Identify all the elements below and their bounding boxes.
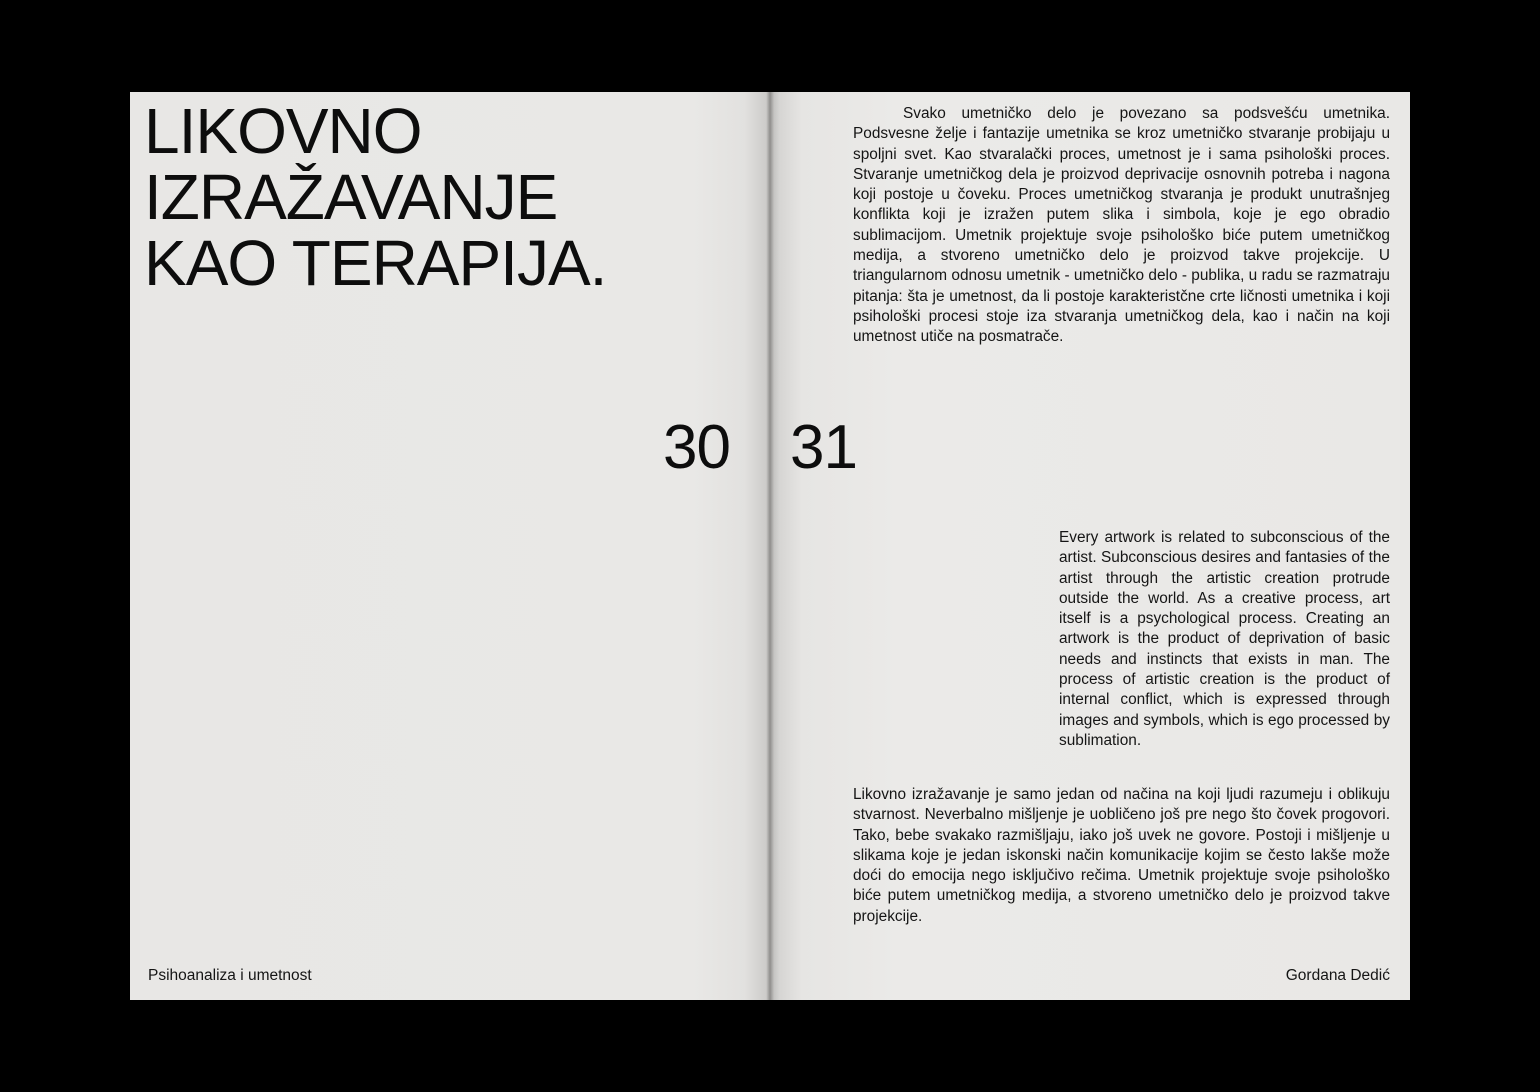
- headline-line-1: LIKOVNO: [144, 95, 422, 167]
- closing-paragraph: Likovno izražavanje je samo jedan od načina na koji ljudi razumeju i oblikuju stvarnost. Neverbalno mišljenje je uobličeno još pre nego što čovek progovori. Tako, bebe svakako razmišljaju, iako još uvek ne govore. Postoji i mišljenje u slikama koje je jedan iskonski način komunikacije kojim se često lakše može doći do emocija nego isključivo rečima. Umetnik projektuje svoje psihološko biće putem umetničkog medija, a stvoreno umetničko delo je proizvod takve projekcije.: [853, 786, 1390, 925]
- footer-author: Gordana Dedić: [1285, 967, 1390, 984]
- magazine-spread: [130, 92, 1410, 1000]
- intro-paragraph: Svako umetničko delo je povezano sa podsvešću umetnika. Podsvesne želje i fantazije umetnika se kroz umetničko stvaranje probijaju u spoljni svet. Kao stvaralački proces, umetnost je i sama psihološki proces. Stvaranje umetničkog dela je proizvod deprivacije osnovnih potreba i nagona koji postoje u čoveku. Proces umetničkog stvaranja je produkt unutrašnjeg konflikta koji je izražen putem slika i simbola, koje je ego obradio sublimacijom. Umetnik projektuje svoje psihološko biće putem umetničkog medija, a stvoreno umetničko delo je proizvod takve projekcije. U triangularnom odnosu umetnik - umetničko delo - publika, u radu se razmatraju pitanja: šta je umetnost, da li postoje karakteristčne crte ličnosti umetnika i koji psihološki procesi stoje iza stvaranja umetničkog dela, kao i način na koji umetnost utiče na posmatrače.: [853, 105, 1390, 346]
- english-paragraph: Every artwork is related to subconscious of the artist. Subconscious desires and fantasies of the artist through the artistic creation protrude outside the world. As a creative process, art itself is a psychological process. Creating an artwork is the product of deprivation of basic needs and instincts that exists in man. The process of artistic creation is the product of internal conflict, which is expressed through images and symbols, which is ego processed by sublimation.: [1059, 529, 1390, 749]
- book-gutter: [766, 92, 774, 1000]
- left-page: [130, 92, 770, 1000]
- page-number-right: 31: [790, 413, 857, 482]
- footer-book-title: Psihoanaliza i umetnost: [148, 967, 312, 984]
- page-number-left: 30: [663, 413, 730, 482]
- headline-line-3: KAO TERAPIJA.: [144, 227, 607, 299]
- headline-line-2: IZRAŽAVANJE: [144, 161, 558, 233]
- right-page: [770, 92, 1410, 1000]
- headline: [144, 95, 607, 299]
